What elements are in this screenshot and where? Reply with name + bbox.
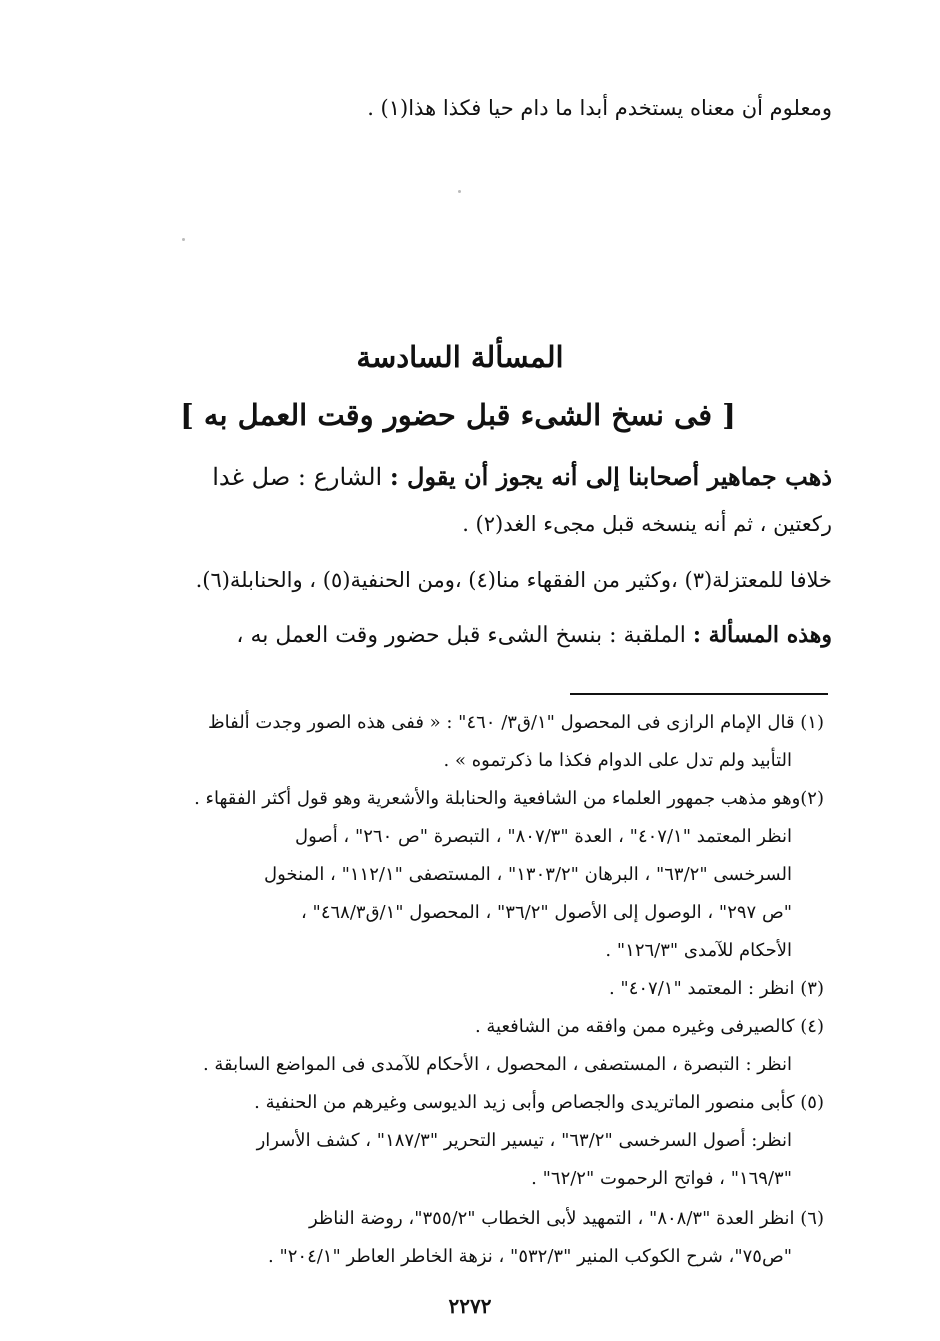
footnote-line: (٦) انظر العدة "٨٠٨/٣" ، التمهيد لأبى الخطاب "٣٥٥/٢"، روضة الناظر bbox=[308, 1208, 824, 1229]
footnote-line: انظر: أصول السرخسى "٦٣/٢" ، تيسير التحرير "١٨٧/٣" ، كشف الأسرار bbox=[256, 1130, 792, 1151]
footnote-line: انظر : التبصرة ، المستصفى ، المحصول ، الأحكام للآمدى فى المواضع السابقة . bbox=[202, 1054, 792, 1075]
page-number: ٢٢٧٢ bbox=[448, 1294, 492, 1318]
footnote-line: الأحكام للآمدى "١٢٦/٣" . bbox=[605, 940, 792, 961]
footnote-line: (٥) كأبى منصور الماتريدى والجصاص وأبى زيد الديوسى وغيرهم من الحنفية . bbox=[254, 1092, 824, 1113]
scan-speck bbox=[182, 238, 185, 241]
footnote-separator bbox=[570, 693, 828, 695]
scan-speck bbox=[458, 190, 461, 193]
body-line-3: خلافا للمعتزلة(٣) ،وكثير من الفقهاء منا(٤) ،ومن الحنفية(٥) ، والحنابلة(٦). bbox=[195, 568, 832, 592]
footnote-line: التأبيد ولم تدل على الدوام فكذا ما ذكرتموه » . bbox=[443, 750, 792, 771]
intro-line: ومعلوم أن معناه يستخدم أبدا ما دام حيا فكذا هذا(١) . bbox=[367, 96, 832, 120]
body-line-1-rest: الشارع : صل غدا bbox=[212, 463, 390, 491]
footnote-line: انظر المعتمد "٤٠٧/١" ، العدة "٨٠٧/٣" ، التبصرة "ص ٢٦٠" ، أصول bbox=[295, 826, 792, 847]
body-line-2: ركعتين ، ثم أنه ينسخه قبل مجىء الغد(٢) . bbox=[462, 512, 832, 536]
body-line-4-rest: الملقبة : بنسخ الشىء قبل حضور وقت العمل به ، bbox=[236, 623, 693, 648]
body-line-1-bold: ذهب جماهير أصحابنا إلى أنه يجوز أن يقول : bbox=[389, 462, 832, 491]
section-subtitle: [ فى نسخ الشىء قبل حضور وقت العمل به ] bbox=[180, 398, 736, 432]
footnote-line: (٤) كالصيرفى وغيره ممن وافقه من الشافعية . bbox=[474, 1016, 824, 1037]
footnote-line: "١٦٩/٣" ، فواتح الرحموت "٦٢/٢" . bbox=[531, 1168, 792, 1189]
body-line-4-bold: وهذه المسألة : bbox=[692, 622, 832, 648]
body-line-4 bbox=[236, 622, 832, 648]
footnote-line: (٣) انظر : المعتمد "٤٠٧/١" . bbox=[608, 978, 824, 999]
footnote-line: (٢)وهو مذهب جمهور العلماء من الشافعية والحنابلة والأشعرية وهو قول أكثر الفقهاء . bbox=[194, 788, 824, 809]
footnote-line: "ص ٢٩٧" ، الوصول إلى الأصول "٣٦/٢" ، المحصول "١/ق٤٦٨/٣" ، bbox=[301, 902, 792, 923]
section-title: المسألة السادسة bbox=[356, 340, 564, 374]
footnote-line: السرخسى "٦٣/٢" ، البرهان "١٣٠٣/٢" ، المستصفى "١١٢/١" ، المنخول bbox=[264, 864, 792, 885]
footnote-line: (١) قال الإمام الرازى فى المحصول "١/ق٣/ ٤٦٠" : « ففى هذه الصور وجدت ألفاظ bbox=[207, 712, 824, 733]
footnote-line: "ص٧٥"، شرح الكوكب المنير "٥٣٢/٣" ، نزهة الخاطر العاطر "٢٠٤/١" . bbox=[268, 1246, 792, 1267]
body-line-1 bbox=[212, 462, 832, 491]
